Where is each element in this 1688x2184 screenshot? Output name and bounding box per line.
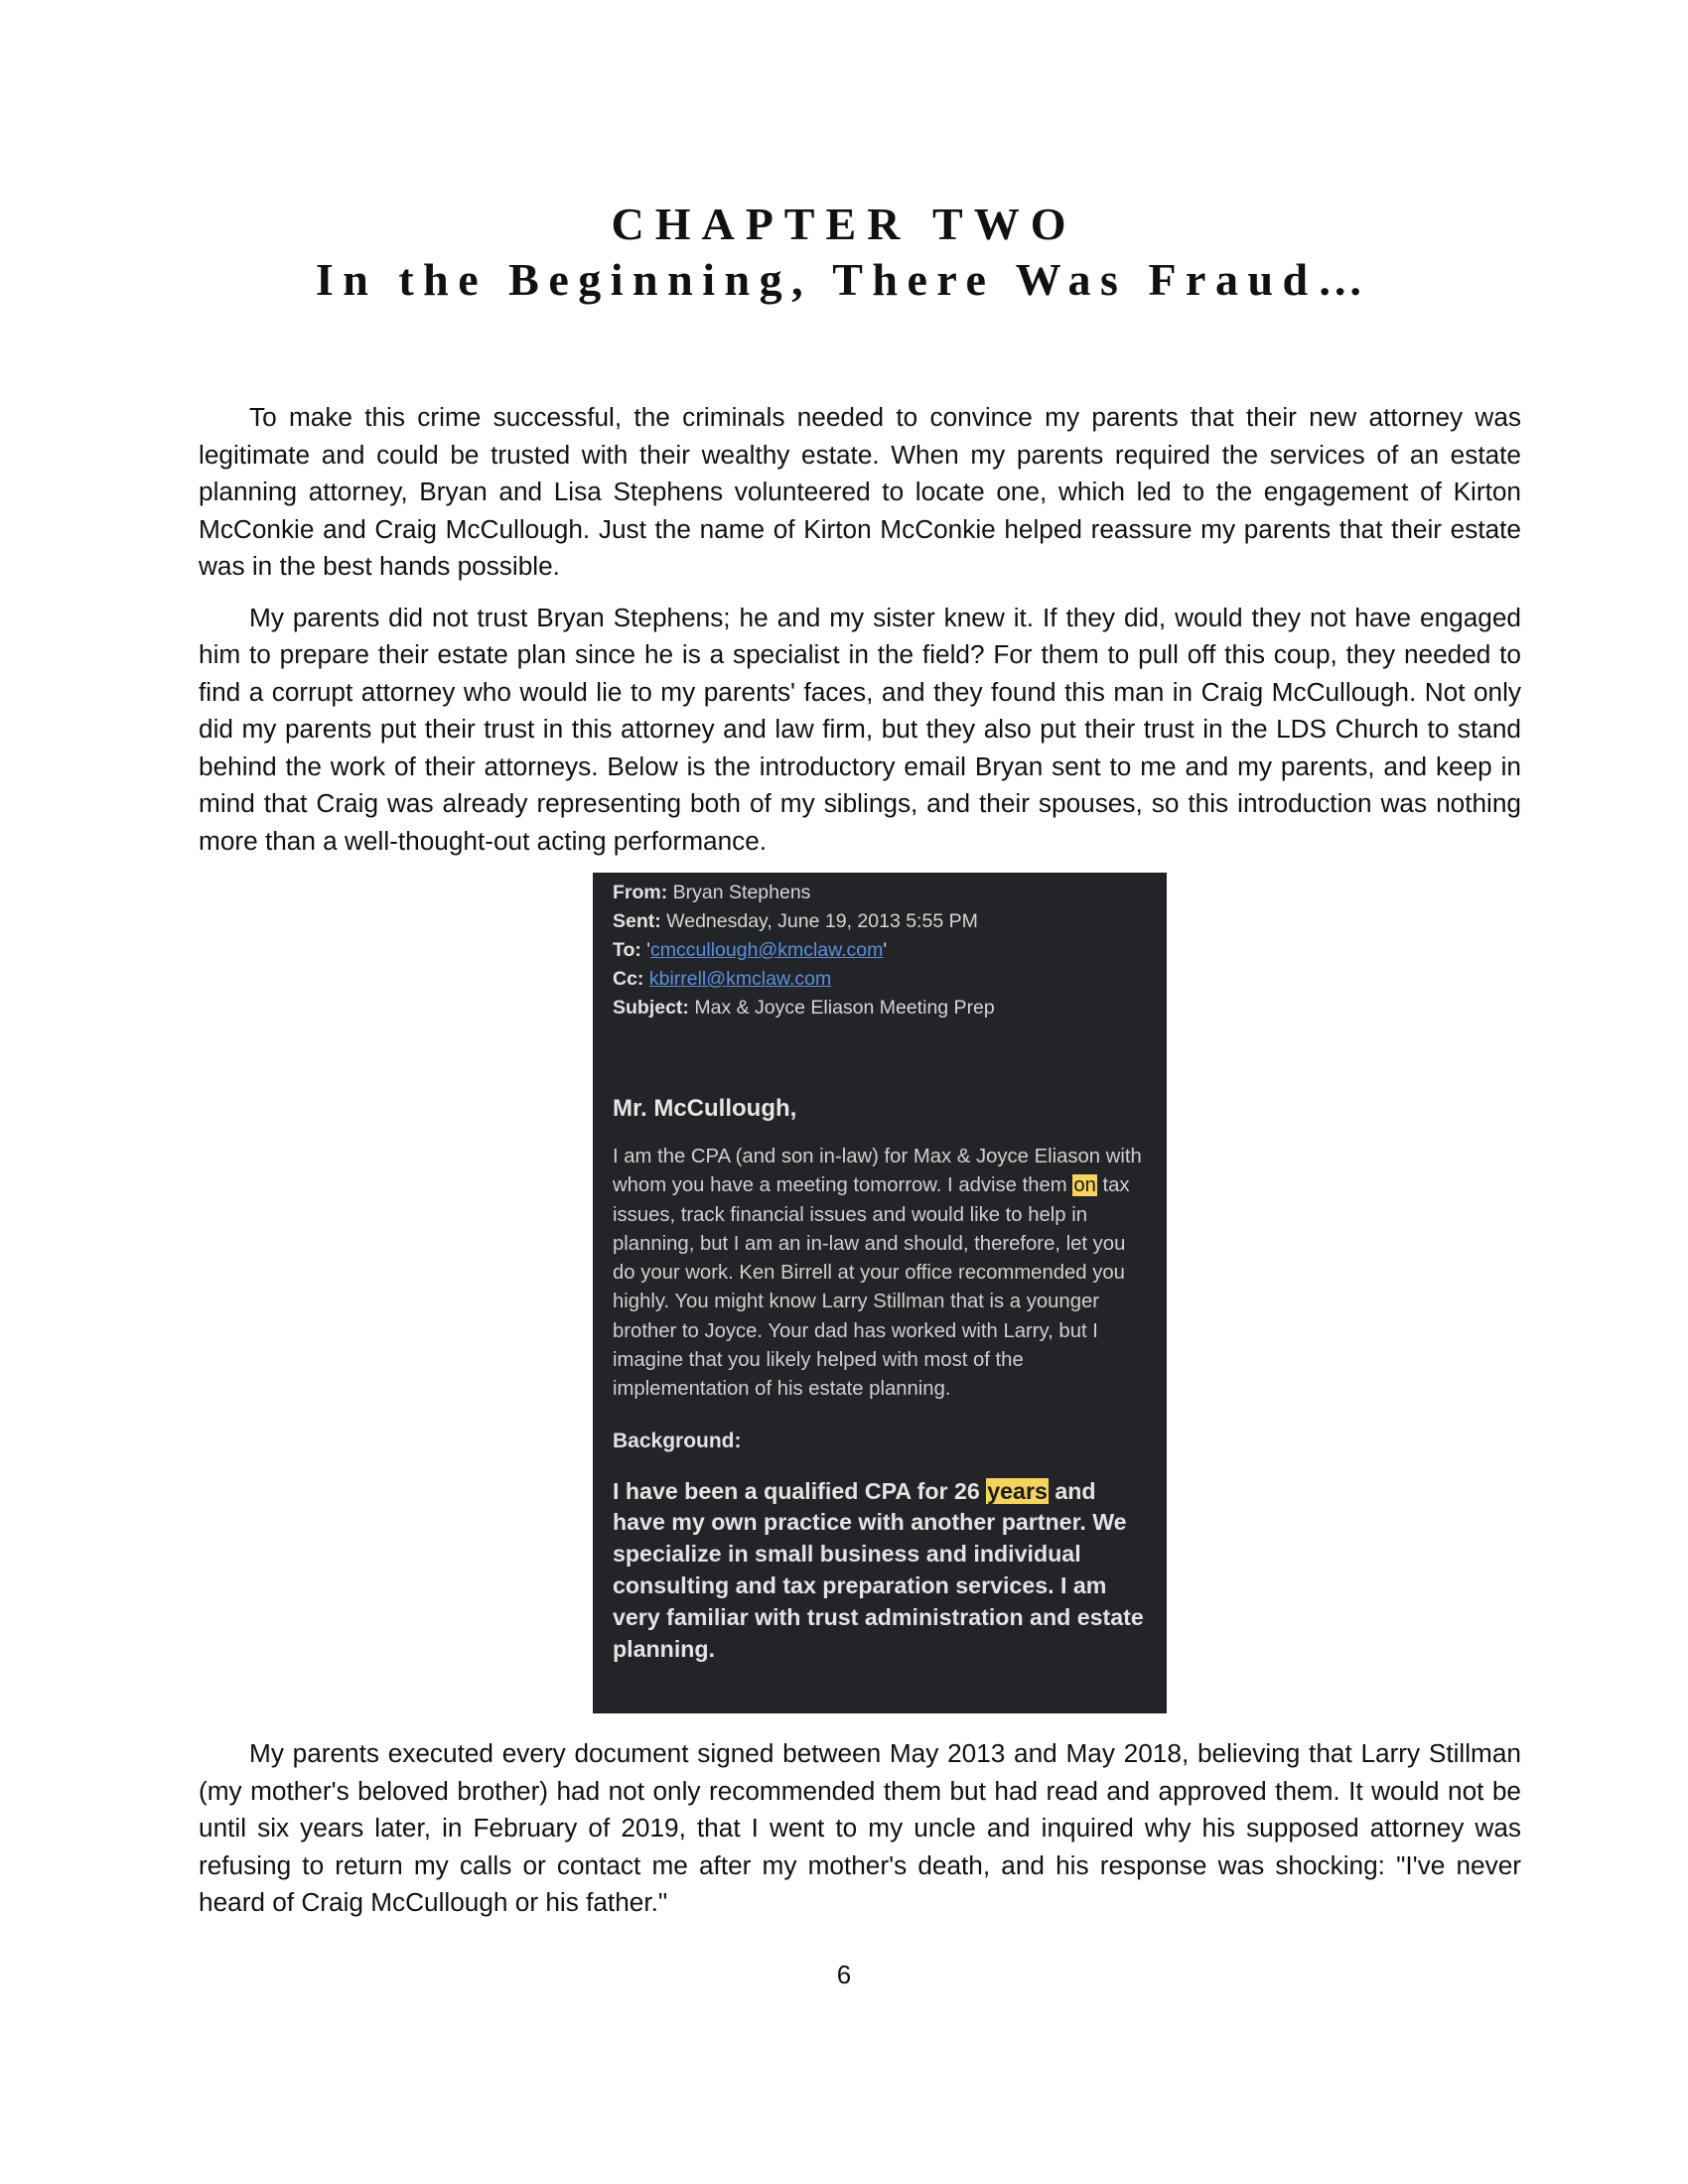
email-cc-link[interactable]: kbirrell@kmclaw.com (648, 968, 832, 990)
email-to-quote-close: ' (883, 939, 888, 961)
highlighted-word: on (1073, 1174, 1096, 1197)
email-from-line (613, 879, 1149, 907)
email-subject-line (613, 994, 1149, 1023)
email-from-label: From: (613, 882, 668, 903)
email-cc-line (613, 965, 1149, 994)
body-text-after-email (199, 1735, 1521, 1936)
email-to-line (613, 936, 1149, 965)
email-to-link[interactable]: cmccullough@kmclaw.com (650, 939, 884, 961)
paragraph: To make this crime successful, the criminals needed to convince my parents that their new attorney was legitimate and could be trusted with their wealthy estate. When my parents required the services of an estate planning attorney, Bryan and Lisa Stephens volunteered to locate one, which led to the engagement of Kirton McConkie and Craig McCullough. Just the name of Kirton McConkie helped reassure my parents that their estate was in the best hands possible. (199, 402, 1521, 581)
email-intro-paragraph (613, 1143, 1149, 1405)
email-sent-line (613, 907, 1149, 936)
email-background-text: I have been a qualified CPA for 26 (613, 1477, 987, 1504)
email-from-value: Bryan Stephens (672, 882, 811, 903)
email-sent-label: Sent: (613, 910, 661, 932)
paragraph: My parents executed every document signed between May 2013 and May 2018, believing that Larry Stillman (my mother's beloved brother) had not only recommended them but had read and approved them. It would not be until six years later, in February of 2019, that I went to my uncle and inquired why his supposed attorney was refusing to return my calls or contact me after my mother's death, and his response was shocking: "I've never heard of Craig McCullough or his father." (199, 1738, 1521, 1917)
email-screenshot (593, 873, 1167, 1713)
email-to-quote-open: ' (646, 939, 651, 961)
email-sent-value: Wednesday, June 19, 2013 5:55 PM (666, 910, 978, 932)
body-text-before-email (199, 399, 1521, 874)
email-subject-label: Subject: (613, 997, 689, 1019)
email-subject-value: Max & Joyce Eliason Meeting Prep (694, 997, 995, 1019)
email-greeting: Mr. McCullough, (613, 1095, 797, 1122)
email-background-text: and have my own practice with another partner. We specialize in small business and individual consulting and tax preparation services. I am very familiar with trust administration and estate planning. (613, 1477, 1144, 1662)
email-background-paragraph (613, 1476, 1149, 1666)
page-number: 6 (836, 1960, 852, 1989)
email-intro-text: tax issues, track financial issues and would like to help in planning, but I am an in-law and should, therefore, let you do your work. Ken Birrell at your office recommended you highly. You might know Larry Stillman that is a younger brother to Joyce. Your dad has worked with Larry, but I imagine that you likely helped with most of the implementation of his estate planning. (613, 1174, 1130, 1401)
email-header (613, 879, 1149, 1023)
email-cc-label: Cc: (613, 968, 644, 990)
chapter-heading (0, 197, 1688, 308)
highlighted-word: years (987, 1477, 1048, 1504)
email-background-heading: Background: (613, 1429, 742, 1452)
chapter-subtitle: In the Beginning, There Was Fraud… (315, 254, 1373, 305)
email-to-label: To: (613, 939, 641, 961)
email-intro-text: I am the CPA (and son in-law) for Max & Joyce Eliason with whom you have a meeting tomorrow. I advise them (613, 1146, 1142, 1197)
chapter-title: CHAPTER TWO (611, 199, 1077, 249)
paragraph: My parents did not trust Bryan Stephens; he and my sister knew it. If they did, would they not have engaged him to prepare their estate plan since he is a specialist in the field? For them to pull off this coup, they needed to find a corrupt attorney who would lie to my parents' faces, and they found this man in Craig McCullough. Not only did my parents put their trust in this attorney and law firm, but they also put their trust in the LDS Church to stand behind the work of their attorneys. Below is the introductory email Bryan sent to me and my parents, and keep in mind that Craig was already representing both of my siblings, and their spouses, so this introduction was nothing more than a well-thought-out acting performance. (199, 602, 1521, 856)
